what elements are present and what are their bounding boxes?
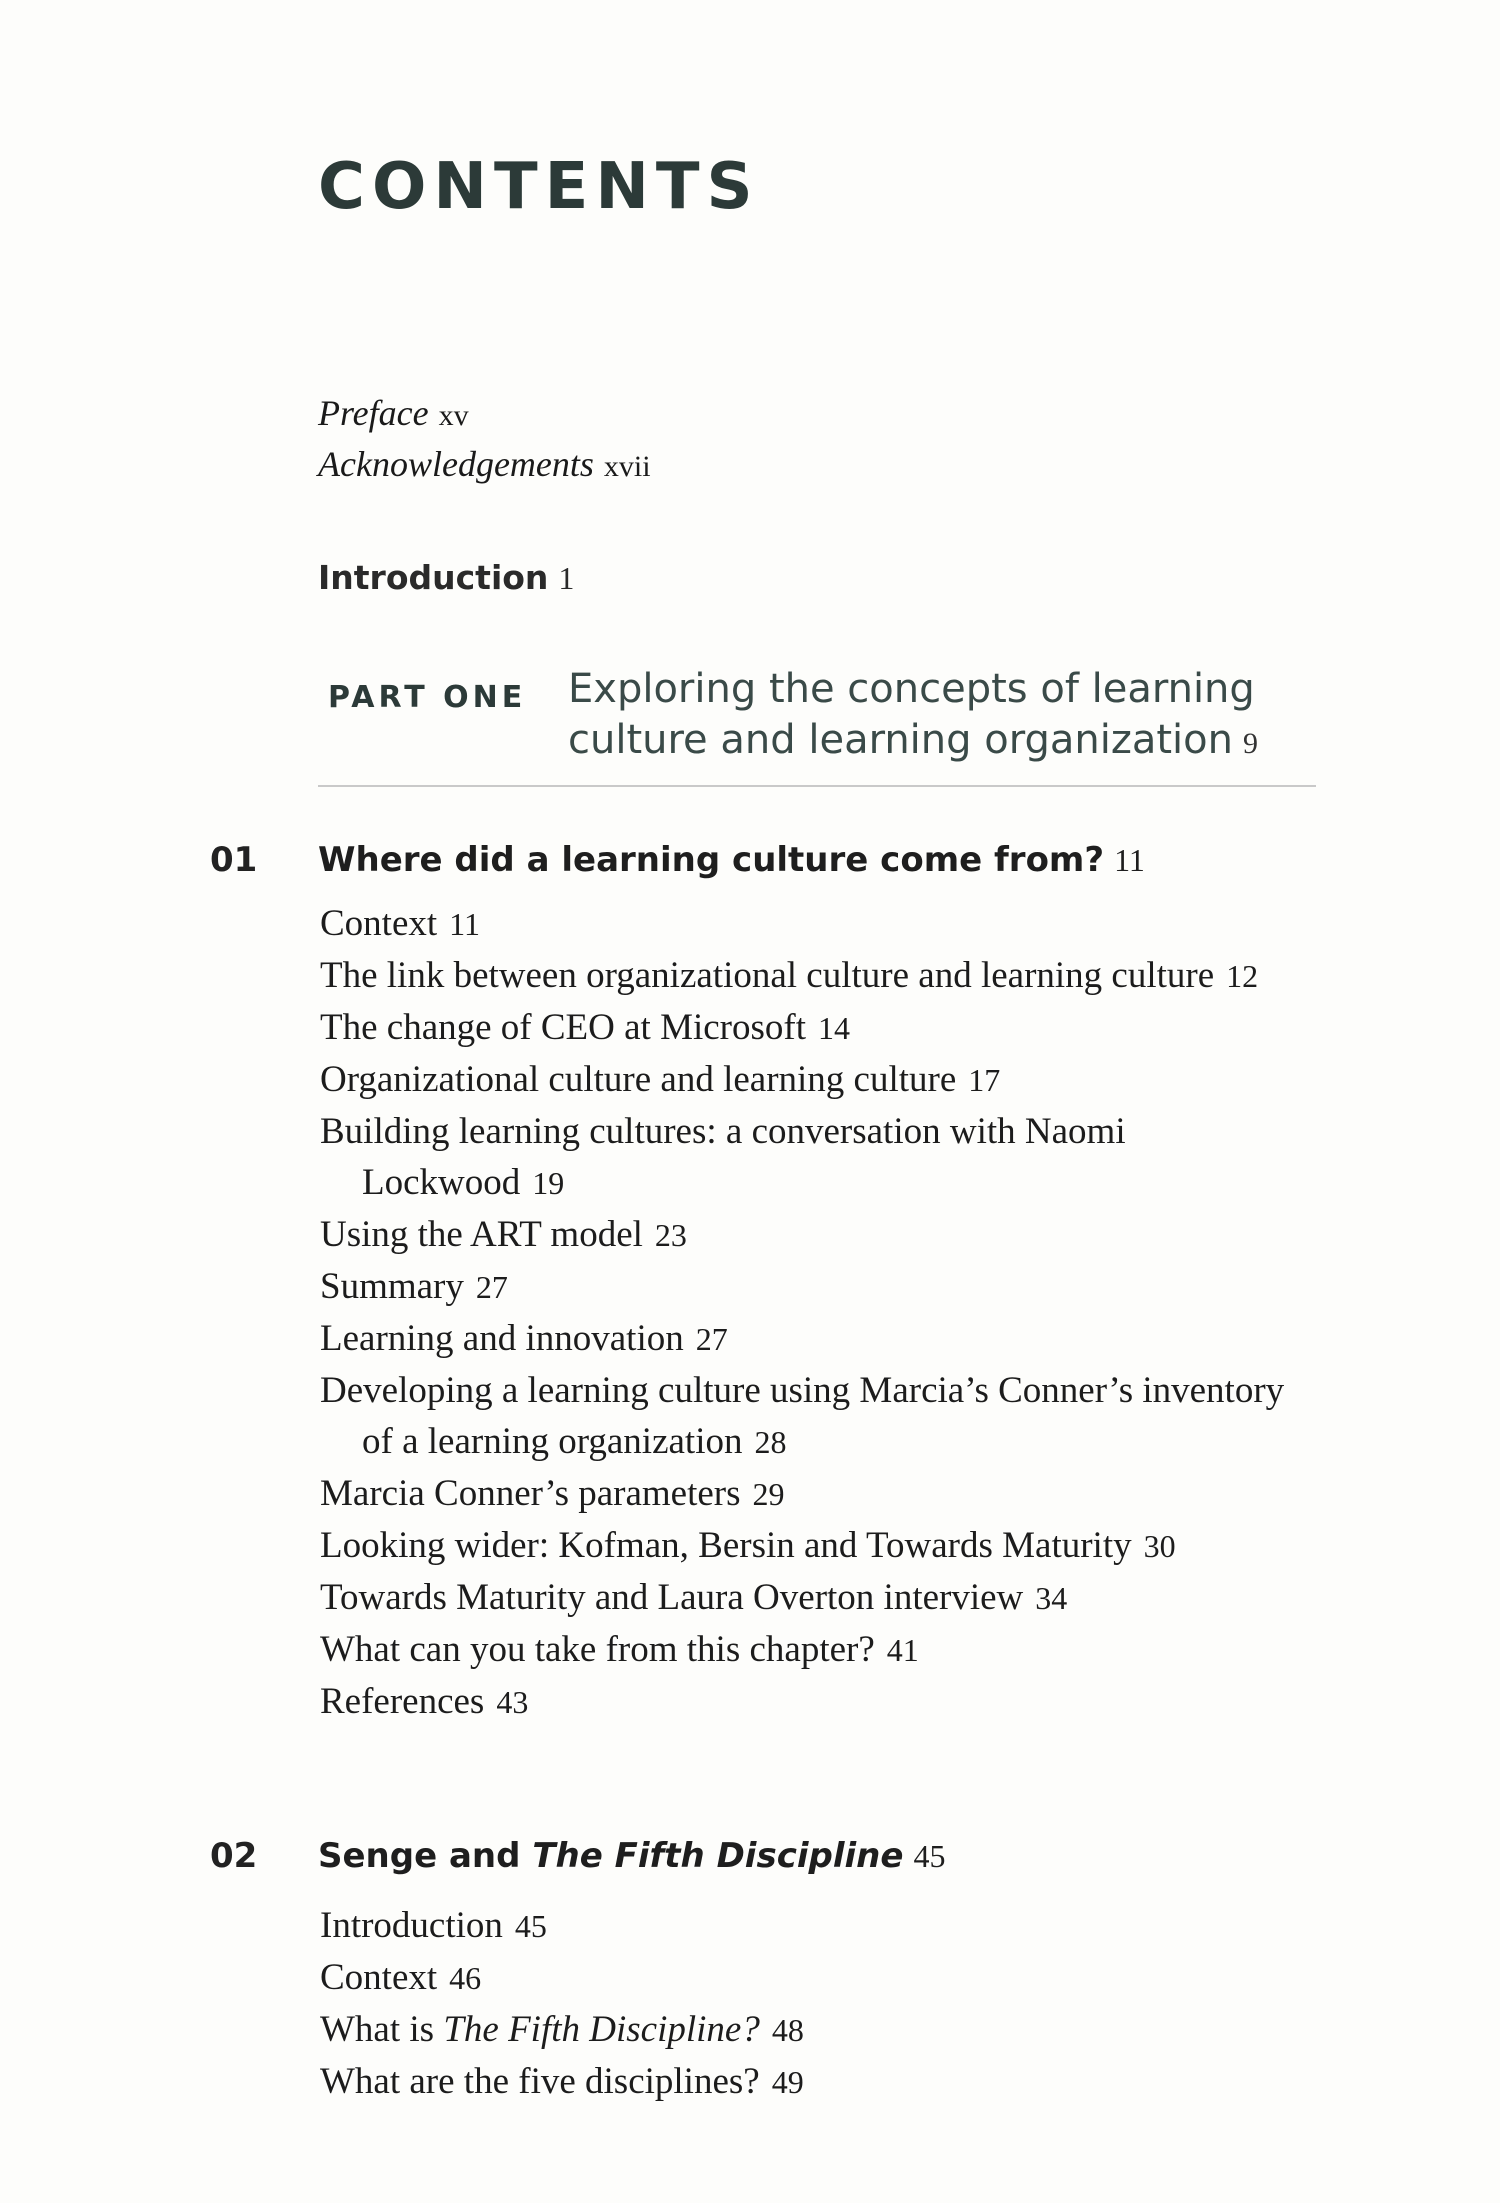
toc-entry[interactable]: Learning and innovation 27: [320, 1318, 728, 1359]
chapter-entries: [320, 898, 1320, 1728]
entry-label: Introduction: [318, 558, 549, 597]
part-page: 9: [1242, 727, 1258, 760]
toc-entry[interactable]: Introduction 45: [320, 1905, 547, 1946]
page-title: CONTENTS: [318, 150, 760, 224]
chapter-number: 01: [210, 840, 258, 880]
toc-entry[interactable]: Using the ART model 23: [320, 1214, 687, 1255]
chapter-title[interactable]: [318, 840, 1145, 880]
toc-entry-introduction[interactable]: [318, 558, 574, 597]
toc-entry[interactable]: The link between organizational culture and learning culture 12: [320, 955, 1259, 996]
chapter-title[interactable]: [318, 1836, 945, 1876]
toc-entry[interactable]: Context 46: [320, 1957, 482, 1998]
entry-page: 1: [558, 560, 575, 596]
toc-entry[interactable]: What are the five disciplines? 49: [320, 2061, 804, 2102]
chapter-title-italic: The Fifth Discipline: [532, 1836, 904, 1876]
part-label: PART ONE: [328, 680, 527, 715]
toc-entry-preface[interactable]: [318, 392, 469, 434]
entry-page: xv: [438, 399, 469, 432]
entry-page: xvii: [603, 450, 651, 483]
chapter-number: 02: [210, 1836, 258, 1876]
toc-entry[interactable]: Looking wider: Kofman, Bersin and Towards Maturity 30: [320, 1525, 1176, 1566]
part-title[interactable]: [568, 664, 1328, 769]
toc-entry-acknowledgements[interactable]: [318, 443, 651, 485]
toc-entry[interactable]: The change of CEO at Microsoft 14: [320, 1007, 850, 1048]
chapter-entries: [320, 1900, 1320, 2108]
toc-entry[interactable]: What can you take from this chapter? 41: [320, 1629, 919, 1670]
chapter-title-text: Where did a learning culture come from?: [318, 840, 1105, 880]
toc-entry[interactable]: Towards Maturity and Laura Overton interview 34: [320, 1577, 1068, 1618]
chapter-title-text: Senge and: [318, 1836, 521, 1876]
toc-entry[interactable]: Summary 27: [320, 1266, 508, 1307]
chapter-page: 45: [913, 1838, 946, 1874]
toc-entry[interactable]: Organizational culture and learning culture 17: [320, 1059, 1001, 1100]
part-title-line: Exploring the concepts of learning: [568, 666, 1255, 712]
toc-entry[interactable]: Developing a learning culture using Marcia’s Conner’s inventory of a learning organization 28: [320, 1370, 1285, 1462]
divider: [318, 785, 1316, 787]
toc-entry[interactable]: Context 11: [320, 903, 480, 944]
toc-entry[interactable]: References 43: [320, 1681, 529, 1722]
toc-entry[interactable]: Marcia Conner’s parameters 29: [320, 1473, 785, 1514]
toc-entry[interactable]: What is The Fifth Discipline? 48: [320, 2009, 804, 2050]
toc-entry[interactable]: Building learning cultures: a conversation with Naomi Lockwood 19: [320, 1111, 1126, 1203]
entry-label: Acknowledgements: [318, 444, 594, 484]
entry-label: Preface: [318, 393, 429, 433]
part-title-line: culture and learning organization: [568, 717, 1233, 763]
chapter-page: 11: [1114, 842, 1145, 878]
